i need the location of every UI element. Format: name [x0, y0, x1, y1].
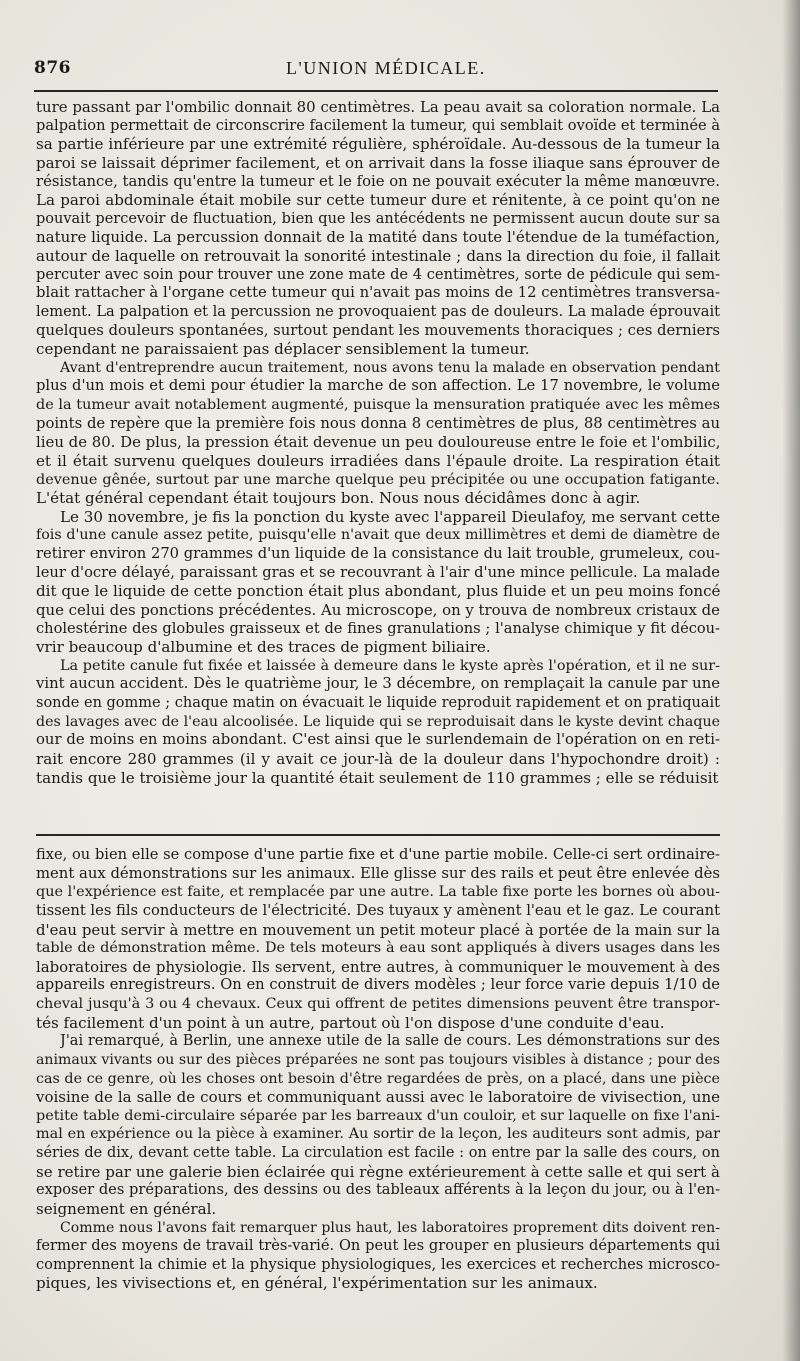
text-line: points de repère que la première fois nous donna 8 centimètres de plus, 88 centimètres au: [36, 414, 720, 432]
text-line: cheval jusqu'à 3 ou 4 chevaux. Ceux qui offrent de petites dimensions peuvent être transpor-: [36, 996, 720, 1012]
text-line: de la tumeur avait notablement augmenté, puisque la mensuration pratiquée avec les mêmes: [36, 397, 720, 413]
text-line: comprennent la chimie et la physique physiologiques, les exercices et recherches microsco-: [36, 1255, 720, 1273]
text-line: rait encore 280 grammes (il y avait ce jour-là de la douleur dans l'hypochondre droit) :: [36, 749, 720, 768]
text-line: quelques douleurs spontanées, surtout pendant les mouvements thoraciques ; ces derniers: [36, 321, 720, 339]
text-line: se retire par une galerie bien éclairée qui règne extérieurement à cette salle et qui sert à: [36, 1162, 720, 1181]
text-line: nature liquide. La percussion donnait de la matité dans toute l'étendue de la tuméfaction,: [36, 228, 720, 247]
section-divider-rule: [36, 834, 720, 836]
paragraph: [36, 1219, 720, 1294]
text-line: lieu de 80. De plus, la pression était devenue un peu douloureuse entre le foie et l'ombilic,: [36, 433, 720, 452]
text-line: blait rattacher à l'organe cette tumeur qui n'avait pas moins de 12 centimètres transversa-: [36, 284, 720, 302]
text-line: et il était survenu quelques douleurs irradiées dans l'épaule droite. La respiration était: [36, 451, 720, 470]
text-line: L'état général cependant était toujours bon. Nous nous décidâmes donc à agir.: [36, 489, 641, 508]
text-line: d'eau peut servir à mettre en mouvement un petit moteur placé à portée de la main sur la: [36, 920, 720, 939]
header-rule: [34, 90, 718, 92]
text-line: séries de dix, devant cette table. La circulation est facile : on entre par la salle des cours, on: [36, 1145, 720, 1161]
text-line: mal en expérience ou la pièce à examiner. Au sortir de la leçon, les auditeurs sont admis, par: [36, 1126, 720, 1143]
text-line: cholestérine des globules graisseux et de fines granulations ; l'analyse chimique y fit décou-: [36, 619, 720, 637]
paragraph: [36, 98, 720, 359]
text-line: animaux vivants ou sur des pièces préparées ne sont pas toujours visibles à distance ; pour des: [36, 1051, 720, 1068]
running-title: L'UNION MÉDICALE.: [286, 58, 486, 78]
text-line: our de moins en moins abondant. C'est ainsi que le surlendemain de l'opération on en reti-: [36, 731, 720, 749]
text-line: La paroi abdominale était mobile sur cette tumeur dure et rénitente, à ce point qu'on ne: [36, 191, 720, 210]
text-line: pouvait percevoir de fluctuation, bien que les antécédents ne permissent aucun doute sur sa: [36, 210, 720, 227]
text-line: plus d'un mois et demi pour étudier la marche de son affection. Le 17 novembre, le volume: [36, 377, 720, 395]
text-line: paroi se laissait déprimer facilement, et on arrivait dans la fosse iliaque sans éprouver de: [36, 153, 720, 172]
paragraph: [36, 846, 720, 1032]
text-line: seignement en général.: [36, 1199, 217, 1218]
text-line: lement. La palpation et la percussion ne provoquaient pas de douleurs. La malade éprouvait: [36, 302, 720, 320]
text-line: J'ai remarqué, à Berlin, une annexe utile de la salle de cours. Les démonstrations sur des: [60, 1033, 720, 1050]
text-line: percuter avec soin pour trouver une zone mate de 4 centimètres, sorte de pédicule qui sem-: [36, 265, 720, 283]
text-line: tandis que le troisième jour la quantité était seulement de 110 grammes ; elle se réduisit: [36, 768, 719, 787]
text-line: exposer des préparations, des dessins ou des tableaux afférents à la leçon du jour, ou à l'en-: [36, 1181, 720, 1199]
text-line: vrir beaucoup d'albumine et des traces de pigment biliaire.: [36, 638, 491, 657]
text-line: dit que le liquide de cette ponction était plus abondant, plus fluide et un peu moins foncé: [36, 582, 720, 601]
paragraph: [36, 1032, 720, 1218]
text-line: retirer environ 270 grammes d'un liquide de la consistance du lait trouble, grumeleux, cou-: [36, 545, 720, 562]
text-line: cependant ne paraissaient pas déplacer sensiblement la tumeur.: [36, 340, 530, 359]
text-line: tés facilement d'un point à un autre, partout où l'on dispose d'une conduite d'eau.: [36, 1013, 665, 1032]
paragraph: [36, 508, 720, 657]
text-line: Comme nous l'avons fait remarquer plus haut, les laboratoires proprement dits doivent ren-: [60, 1219, 720, 1236]
text-line: que l'expérience est faite, et remplacée par une autre. La table fixe porte les bornes où abou-: [36, 884, 720, 901]
text-line: tissent les fils conducteurs de l'électricité. Des tuyaux y amènent l'eau et le gaz. Le courant: [36, 901, 720, 919]
text-line: autour de laquelle on retrouvait la sonorité intestinale ; dans la direction du foie, il fallait: [36, 247, 720, 265]
text-line: Avant d'entreprendre aucun traitement, nous avons tenu la malade en observation pendant: [60, 359, 720, 376]
text-line: des lavages avec de l'eau alcoolisée. Le liquide qui se reproduisait dans le kyste devint chaque: [36, 713, 720, 730]
text-line: sa partie inférieure par une extrémité régulière, sphéroïdale. Au-dessous de la tumeur la: [36, 135, 720, 154]
text-line: voisine de la salle de cours et communiquant aussi avec le laboratoire de vivisection, une: [36, 1088, 720, 1107]
text-line: laboratoires de physiologie. Ils servent, entre autres, à communiquer le mouvement à des: [36, 957, 720, 976]
text-line: Le 30 novembre, je fis la ponction du kyste avec l'appareil Dieulafoy, me servant cette: [60, 507, 720, 526]
page-edge-shadow: [782, 0, 800, 1361]
paragraph: [36, 657, 720, 787]
text-line: fermer des moyens de travail très-varié. On peut les grouper en plusieurs départements qui: [36, 1237, 720, 1255]
text-line: La petite canule fut fixée et laissée à demeure dans le kyste après l'opération, et il ne sur-: [60, 657, 720, 674]
text-line: ture passant par l'ombilic donnait 80 centimètres. La peau avait sa coloration normale. La: [36, 98, 720, 116]
text-line: ment aux démonstrations sur les animaux. Elle glisse sur des rails et peut être enlevée dès: [36, 864, 720, 882]
text-line: fois d'une canule assez petite, puisqu'elle n'avait que deux millimètres et demi de diamètre de: [36, 527, 720, 544]
text-line: résistance, tandis qu'entre la tumeur et le foie on ne pouvait exécuter la même manœuvre.: [36, 172, 720, 190]
text-line: fixe, ou bien elle se compose d'une partie fixe et d'une partie mobile. Celle-ci sert ordinaire-: [36, 846, 720, 863]
text-line: palpation permettait de circonscrire facilement la tumeur, qui semblait ovoïde et terminée à: [36, 116, 720, 134]
text-line: devenue gênée, surtout par une marche quelque peu précipitée ou une occupation fatigante.: [36, 471, 720, 488]
text-line: appareils enregistreurs. On en construit de divers modèles ; leur force varie depuis 1/10 de: [36, 976, 720, 994]
text-line: petite table demi-circulaire séparée par les barreaux d'un couloir, et sur laquelle on fixe l'ani-: [36, 1107, 720, 1124]
text-line: sonde en gomme ; chaque matin on évacuait le liquide reproduit rapidement et on pratiquait: [36, 695, 720, 711]
text-line: leur d'ocre délayé, paraissant gras et se recouvrant à l'air d'une mince pellicule. La malade: [36, 563, 720, 581]
text-line: piques, les vivisections et, en général, l'expérimentation sur les animaux.: [36, 1274, 598, 1293]
text-line: cas de ce genre, où les choses ont besoin d'être regardées de près, on a placé, dans une pièce: [36, 1070, 720, 1087]
page-header: [34, 58, 714, 86]
text-line: vint aucun accident. Dès le quatrième jour, le 3 décembre, on remplaçait la canule par une: [36, 675, 720, 693]
paragraph: [36, 359, 720, 508]
article-bottom: [36, 846, 720, 1293]
page-number: 876: [34, 58, 71, 78]
text-line: que celui des ponctions précédentes. Au microscope, on y trouva de nombreux cristaux de: [36, 600, 720, 619]
text-line: table de démonstration même. De tels moteurs à eau sont appliqués à divers usages dans les: [36, 940, 720, 957]
article-top: [36, 98, 720, 787]
